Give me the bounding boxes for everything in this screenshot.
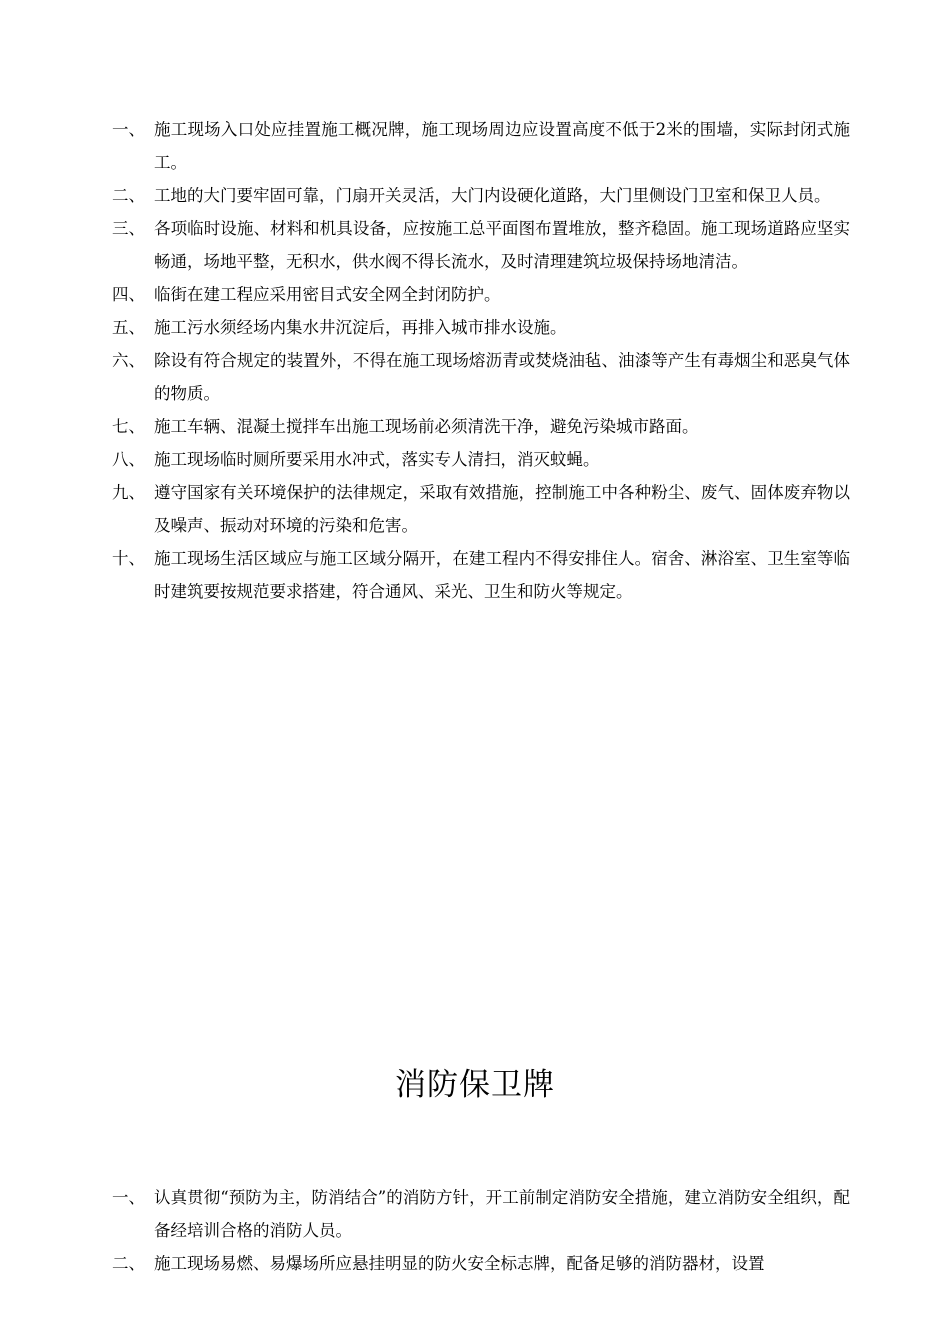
item-text: 各项临时设施、材料和机具设备，应按施工总平面图布置堆放，整齐稳固。施工现场道路应坚实畅通，场地平整，无积水，供水阀不得长流水，及时清理建筑垃圾保持场地清洁。 (154, 219, 850, 271)
list-item (112, 278, 850, 311)
list-item (112, 179, 850, 212)
item-number: 三、 (112, 219, 145, 238)
list-item (112, 542, 850, 608)
item-number: 八、 (112, 450, 145, 469)
section-title: 消防保卫牌 (395, 1067, 555, 1103)
item-number: 七、 (112, 417, 145, 436)
item-text: 施工污水须经场内集水井沉淀后，再排入城市排水设施。 (154, 318, 567, 337)
item-number: 二、 (112, 1254, 145, 1273)
item-text: 施工现场临时厕所要采用水冲式，落实专人清扫，消灭蚊蝇。 (154, 450, 600, 469)
item-text: 施工现场入口处应挂置施工概况牌，施工现场周边应设置高度不低于2米的围墙，实际封闭式施工。 (154, 120, 850, 172)
list-item (112, 311, 850, 344)
item-number: 一、 (112, 1188, 145, 1207)
fire-safety-rules-list (112, 1181, 850, 1280)
item-number: 十、 (112, 549, 145, 568)
item-number: 九、 (112, 483, 145, 502)
list-item (112, 113, 850, 179)
environment-rules-list (112, 113, 850, 608)
item-text: 遵守国家有关环境保护的法律规定，采取有效措施，控制施工中各种粉尘、废气、固体废弃物以及噪声、振动对环境的污染和危害。 (154, 483, 850, 535)
item-text: 施工车辆、混凝土搅拌车出施工现场前必须清洗干净，避免污染城市路面。 (154, 417, 699, 436)
list-item (112, 344, 850, 410)
item-number: 四、 (112, 285, 145, 304)
list-item (112, 1247, 850, 1280)
item-text: 临街在建工程应采用密目式安全网全封闭防护。 (154, 285, 501, 304)
list-item (112, 443, 850, 476)
item-number: 一、 (112, 120, 145, 139)
item-text: 工地的大门要牢固可靠，门扇开关灵活，大门内设硬化道路，大门里侧设门卫室和保卫人员。 (154, 186, 831, 205)
item-number: 二、 (112, 186, 145, 205)
item-number: 五、 (112, 318, 145, 337)
item-text: 施工现场生活区域应与施工区域分隔开，在建工程内不得安排住人。宿舍、淋浴室、卫生室等临时建筑要按规范要求搭建，符合通风、采光、卫生和防火等规定。 (154, 549, 850, 601)
item-text: 施工现场易燃、易爆场所应悬挂明显的防火安全标志牌，配备足够的消防器材，设置 (154, 1254, 765, 1273)
item-text: 除设有符合规定的装置外，不得在施工现场熔沥青或焚烧油毡、油漆等产生有毒烟尘和恶臭气体的物质。 (154, 351, 850, 403)
list-item (112, 476, 850, 542)
list-item (112, 410, 850, 443)
list-item (112, 212, 850, 278)
item-text: 认真贯彻“预防为主，防消结合”的消防方针，开工前制定消防安全措施，建立消防安全组织，配备经培训合格的消防人员。 (154, 1188, 850, 1240)
item-number: 六、 (112, 351, 145, 370)
list-item (112, 1181, 850, 1247)
